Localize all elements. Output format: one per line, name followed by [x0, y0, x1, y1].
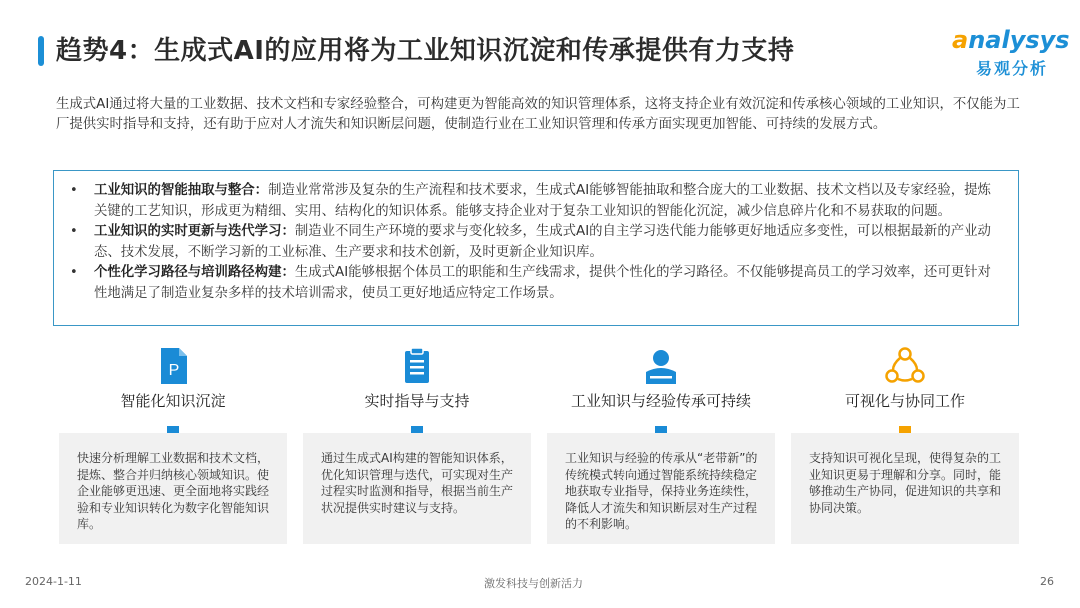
key-points-box [53, 170, 1019, 326]
bullet-marker: • [70, 224, 78, 239]
feature-title: 工业知识与经验传承可持续 [570, 392, 751, 410]
feature-column-knowledge-deposition [59, 342, 287, 547]
feature-column-visual-collaboration [791, 342, 1019, 547]
feature-columns [59, 342, 1021, 547]
feature-title: 可视化与协同工作 [844, 392, 965, 410]
key-point-text: 生成式AI能够根据个体员工的职能和生产线需求，提供个性化的学习路径。不仅能够提高员工的学习效率，还可更针对性地满足了制造业复杂多样的技术培训需求，使员工更好地适应特定工作场景。 [94, 265, 991, 301]
key-point-heading: 工业知识的智能抽取与整合： [94, 183, 269, 198]
user-card-icon [641, 346, 681, 386]
feature-description: 通过生成式AI构建的智能知识体系，优化知识管理与迭代，可实现对生产过程实时监测和指导，根据当前生产状况提供实时建议与支持。 [321, 451, 514, 515]
feature-column-realtime-guidance [303, 342, 531, 547]
feature-title: 智能化知识沉淀 [120, 392, 226, 410]
key-point-heading: 工业知识的实时更新与迭代学习： [94, 224, 295, 239]
feature-column-knowledge-inheritance [547, 342, 775, 547]
feature-title: 实时指导与支持 [364, 392, 470, 410]
logo-chinese-name: 易观分析 [976, 59, 1049, 78]
feature-description: 工业知识与经验的传承从“老带新”的传统模式转向通过智能系统持续稳定地获取专业指导，保持业务连续性，降低人才流失和知识断层对生产过程的不利影响。 [565, 451, 758, 531]
intro-paragraph: 生成式AI通过将大量的工业数据、技术文档和专家经验整合，可构建更为智能高效的知识管理体系，这将支持企业有效沉淀和传承核心领域的工业知识，不仅能为工厂提供实时指导和支持，还有助于应对人才流失和知识断层问题，使制造行业在工业知识管理和传承方面实现更加智能、可持续的发展方式。 [56, 97, 1020, 132]
key-point-heading: 个性化学习路径与培训路径构建： [94, 265, 295, 280]
footer-date: 2024-1-11 [25, 575, 82, 588]
page-title: 趋势4：生成式AI的应用将为工业知识沉淀和传承提供有力支持 [56, 36, 795, 66]
svg-text:P: P [168, 362, 180, 379]
key-points-list [68, 181, 1000, 304]
title-accent-bar [38, 36, 44, 66]
brand-logo [952, 26, 1070, 82]
page-number: 26 [1040, 575, 1054, 588]
footer-slogan: 激发科技与创新活力 [484, 577, 583, 590]
key-point-text: 制造业常常涉及复杂的生产流程和技术要求，生成式AI能够智能抽取和整合庞大的工业数据、技术文档以及专家经验，提炼关键的工艺知识，形成更为精细、实用、结构化的知识体系。能够支持企业对于复杂工业知识的智能化沉淀，减少信息碎片化和不易获取的问题。 [94, 183, 991, 219]
clipboard-icon [397, 346, 437, 386]
key-point-item [68, 263, 1000, 304]
feature-description: 支持知识可视化呈现，使得复杂的工业知识更易于理解和分享。同时，能够推动生产协同，促进知识的共享和协同决策。 [809, 451, 1002, 515]
logo-wordmark: analysys [952, 26, 1070, 54]
bullet-marker: • [70, 183, 78, 198]
network-icon [885, 346, 925, 386]
feature-description: 快速分析理解工业数据和技术文档，提炼、整合并归纳核心领域知识。使企业能够更迅速、更全面地将实践经验和专业知识转化为数字化智能知识库。 [77, 451, 270, 531]
key-point-item [68, 222, 1000, 263]
bullet-marker: • [70, 265, 78, 280]
key-point-item [68, 181, 1000, 222]
document-p-icon [153, 346, 193, 386]
key-point-text: 制造业不同生产环境的要求与变化较多，生成式AI的自主学习迭代能力能够更好地适应多变性，可以根据最新的产业动态、技术发展，不断学习新的工业标准、生产要求和技术创新，及时更新企业知识库。 [94, 224, 991, 260]
